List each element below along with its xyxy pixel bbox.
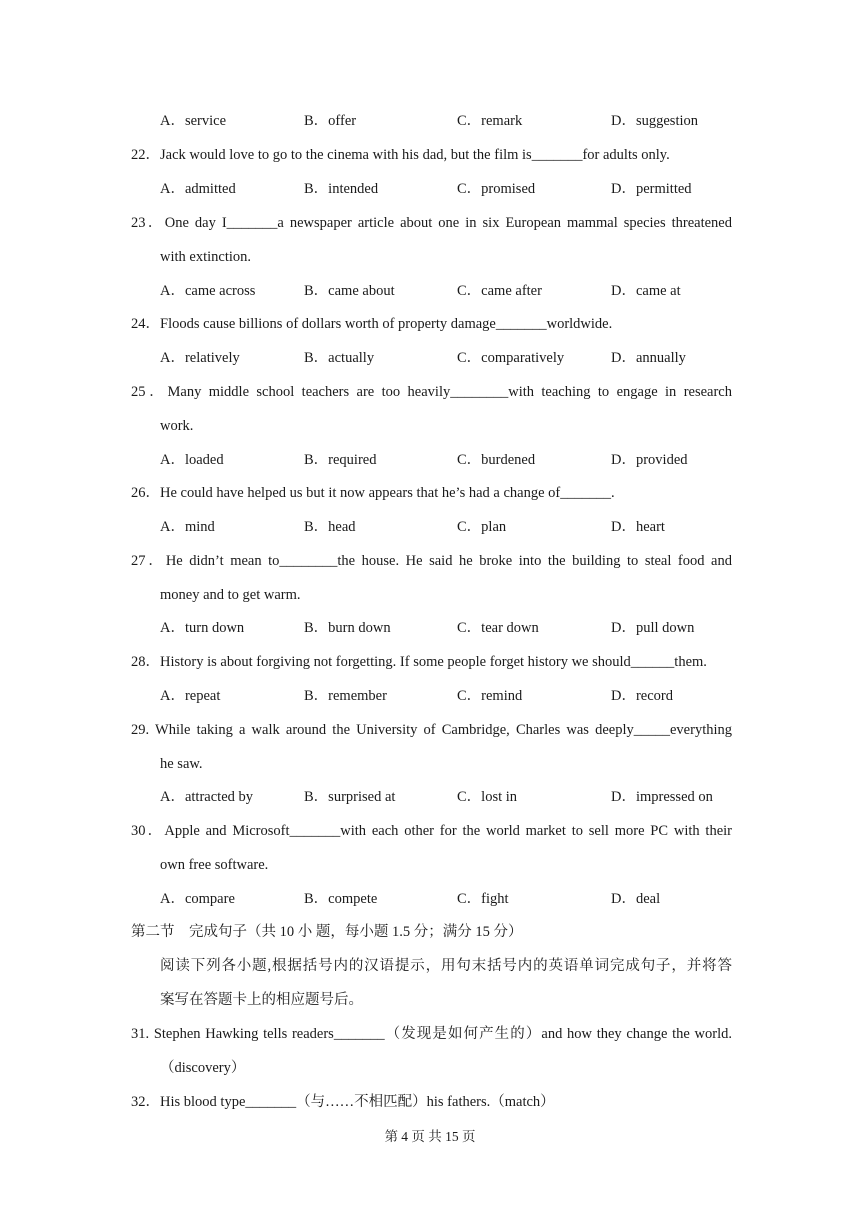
q27-option-d: D．pull down	[611, 620, 695, 636]
q23-options	[160, 281, 760, 301]
q25-option-c: C．burdened	[457, 452, 536, 468]
q26-option-c: C．plan	[457, 519, 507, 535]
q29-option-d: D．impressed on	[611, 789, 713, 805]
q28-option-b: B．remember	[304, 688, 387, 704]
q27-option-c: C．tear down	[457, 620, 539, 636]
q32-stem: 32．His blood type_______（与……不相匹配）his fathers.（match）	[131, 1094, 555, 1110]
q27-option-a: A．turn down	[160, 620, 245, 636]
q30-stem-line1: 30．Apple and Microsoft_______with each other for the world market to sell more PC with their	[131, 823, 732, 839]
q24-options	[160, 348, 760, 368]
q30-option-c: C．fight	[457, 891, 509, 907]
q30-option-b: B．compete	[304, 891, 378, 907]
q29-option-c: C．lost in	[457, 789, 518, 805]
q25-option-a: A．loaded	[160, 452, 224, 468]
q27-stem-line1: 27．He didn’t mean to________the house. He said he broke into the building to steal food and	[131, 553, 732, 569]
q28-option-a: A．repeat	[160, 688, 221, 704]
q21-option-d: D．suggestion	[611, 113, 698, 129]
q30-stem-line2: own free software.	[160, 857, 269, 873]
q24-option-a: A．relatively	[160, 350, 240, 366]
q22-options	[160, 179, 760, 199]
q24-option-c: C．comparatively	[457, 350, 565, 366]
q23-stem-line2: with extinction.	[160, 249, 252, 265]
q29-option-a: A．attracted by	[160, 789, 254, 805]
q23-option-a: A．came across	[160, 283, 256, 299]
q23-option-b: B．came about	[304, 283, 395, 299]
q22-option-a: A．admitted	[160, 181, 236, 197]
q30-option-d: D．deal	[611, 891, 661, 907]
q23-stem-line1: 23．One day I_______a newspaper article about one in six European mammal species threatened	[131, 215, 732, 231]
q25-stem-line1: 25．Many middle school teachers are too heavily________with teaching to engage in research	[131, 384, 732, 400]
q30-options	[160, 889, 760, 909]
q24-stem: 24．Floods cause billions of dollars worth of property damage_______worldwide.	[131, 316, 613, 332]
page-footer: 第 4 页 共 15 页	[384, 1129, 476, 1144]
q29-option-b: B．surprised at	[304, 789, 396, 805]
q28-options	[160, 686, 760, 706]
q23-option-c: C．came after	[457, 283, 542, 299]
q29-stem-line2: he saw.	[160, 756, 203, 772]
q21-option-c: C．remark	[457, 113, 523, 129]
q31-stem-line2: （discovery）	[160, 1060, 246, 1076]
q26-stem: 26．He could have helped us but it now appears that he’s had a change of_______.	[131, 485, 615, 501]
q30-option-a: A．compare	[160, 891, 235, 907]
q28-stem: 28．History is about forgiving not forgetting. If some people forget history we should______them.	[131, 654, 707, 670]
q26-option-d: D．heart	[611, 519, 665, 535]
q27-stem-line2: money and to get warm.	[160, 587, 301, 603]
q22-option-c: C．promised	[457, 181, 536, 197]
q25-option-b: B．required	[304, 452, 377, 468]
q29-stem-line1: 29. While taking a walk around the University of Cambridge, Charles was deeply_____everything	[131, 722, 732, 738]
q21-option-b: B．offer	[304, 113, 357, 129]
section-instruction-line1: 阅读下列各小题,根据括号内的汉语提示，用句末括号内的英语单词完成句子，并将答	[160, 958, 732, 974]
q22-stem: 22．Jack would love to go to the cinema with his dad, but the film is_______for adults only.	[131, 147, 670, 163]
q21-options	[160, 111, 760, 131]
section-heading: 第二节 完成句子（共 10 小 题，每小题 1.5 分；满分 15 分）	[131, 924, 523, 940]
q28-option-c: C．remind	[457, 688, 523, 704]
q24-option-b: B．actually	[304, 350, 375, 366]
q25-stem-line2: work.	[160, 418, 194, 434]
q27-options	[160, 618, 760, 638]
q26-option-a: A．mind	[160, 519, 215, 535]
q24-option-d: D．annually	[611, 350, 686, 366]
section-instruction-line2: 案写在答题卡上的相应题号后。	[160, 992, 363, 1008]
q22-option-d: D．permitted	[611, 181, 692, 197]
q27-option-b: B．burn down	[304, 620, 391, 636]
q26-option-b: B．head	[304, 519, 356, 535]
q22-option-b: B．intended	[304, 181, 379, 197]
q21-option-a: A．service	[160, 113, 227, 129]
q28-option-d: D．record	[611, 688, 674, 704]
q25-options	[160, 450, 760, 470]
q23-option-d: D．came at	[611, 283, 681, 299]
q26-options	[160, 517, 760, 537]
q25-option-d: D．provided	[611, 452, 688, 468]
q29-options	[160, 787, 760, 807]
q31-stem-line1: 31. Stephen Hawking tells readers_______（发现是如何产生的）and how they change the world.	[131, 1026, 732, 1042]
